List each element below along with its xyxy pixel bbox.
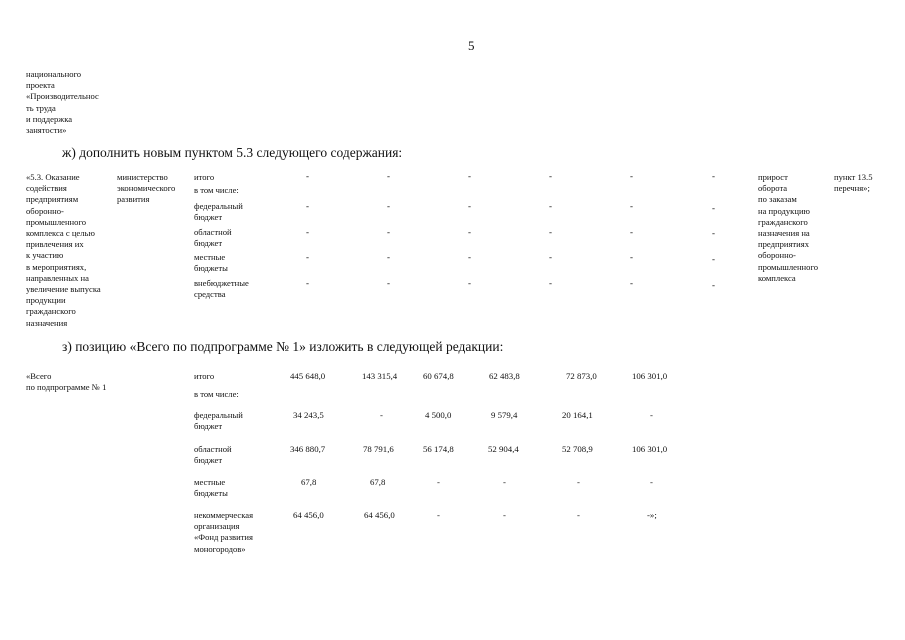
value-cell: 62 483,8 bbox=[489, 371, 520, 381]
value-cell: - bbox=[468, 201, 471, 211]
value-cell: - bbox=[630, 252, 633, 262]
value-cell: - bbox=[630, 227, 633, 237]
name-line: «Всего bbox=[26, 371, 52, 381]
value-cell: - bbox=[468, 278, 471, 288]
name-line: оборонно- bbox=[26, 205, 64, 216]
value-cell: 20 164,1 bbox=[562, 410, 593, 420]
value-cell: -»; bbox=[647, 510, 657, 520]
total-label bbox=[194, 410, 243, 432]
value-cell: - bbox=[630, 278, 633, 288]
value-cell: 4 500,0 bbox=[425, 410, 452, 420]
value-cell: 72 873,0 bbox=[566, 371, 597, 381]
fragment-line: национального bbox=[26, 69, 82, 79]
executor-line: экономического bbox=[117, 183, 176, 194]
executor-line: развития bbox=[117, 194, 150, 205]
value-cell: - bbox=[503, 477, 506, 487]
label-line: федеральный bbox=[194, 410, 243, 420]
value-cell: 9 579,4 bbox=[491, 410, 518, 420]
section-heading-zh: ж) дополнить новым пунктом 5.3 следующего содержания: bbox=[62, 145, 403, 160]
value-cell: - bbox=[549, 201, 552, 211]
fragment-line: занятости» bbox=[26, 125, 67, 136]
name-line: продукции bbox=[26, 295, 66, 306]
reference-line: перечня»; bbox=[834, 183, 870, 194]
fragment-line: «Производительнос bbox=[26, 91, 99, 102]
value-cell: - bbox=[577, 477, 580, 487]
label-line: моногородов» bbox=[194, 543, 246, 554]
total-label bbox=[194, 477, 228, 499]
label-line: областной bbox=[194, 227, 232, 237]
value-cell: - bbox=[437, 510, 440, 520]
page-number: 5 bbox=[468, 38, 475, 53]
name-line: комплекса с целью bbox=[26, 228, 95, 239]
value-cell: - bbox=[503, 510, 506, 520]
value-cell: 60 674,8 bbox=[423, 371, 454, 381]
name-line: промышленного bbox=[26, 216, 87, 227]
value-cell: 52 904,4 bbox=[488, 444, 519, 454]
fragment-line: проекта bbox=[26, 80, 55, 91]
value-cell: - bbox=[712, 203, 715, 213]
source-label bbox=[194, 201, 243, 223]
row53-reference bbox=[834, 172, 873, 194]
value-cell: 34 243,5 bbox=[293, 410, 324, 420]
label-line: бюджеты bbox=[194, 488, 228, 499]
previous-cell-fragment bbox=[26, 69, 99, 136]
indicator-line: промышленного bbox=[758, 261, 819, 272]
value-cell: - bbox=[712, 228, 715, 238]
value-cell: - bbox=[468, 227, 471, 237]
source-label: в том числе: bbox=[194, 185, 239, 195]
source-label: итого bbox=[194, 172, 215, 182]
value-cell: - bbox=[549, 252, 552, 262]
name-line: увеличение выпуска bbox=[26, 284, 101, 295]
total-label bbox=[194, 444, 232, 466]
value-cell: 52 708,9 bbox=[562, 444, 593, 454]
indicator-line: на продукцию bbox=[758, 205, 810, 216]
total-name bbox=[26, 371, 106, 393]
value-cell: - bbox=[306, 227, 309, 237]
value-cell: 346 880,7 bbox=[290, 444, 326, 454]
label-line: областной bbox=[194, 444, 232, 454]
name-line: в мероприятиях, bbox=[26, 261, 87, 272]
value-cell: - bbox=[468, 252, 471, 262]
value-cell: - bbox=[306, 252, 309, 262]
label-line: бюджет bbox=[194, 238, 223, 249]
name-line: гражданского bbox=[26, 306, 76, 317]
source-label bbox=[194, 252, 228, 274]
label-line: внебюджетные bbox=[194, 278, 249, 288]
label-line: средства bbox=[194, 289, 226, 300]
value-cell: - bbox=[650, 410, 653, 420]
fragment-line: и поддержка bbox=[26, 113, 73, 124]
value-cell: 64 456,0 bbox=[364, 510, 395, 520]
value-cell: - bbox=[437, 477, 440, 487]
name-line: содействия bbox=[26, 183, 67, 194]
value-cell: - bbox=[387, 252, 390, 262]
value-cell: - bbox=[306, 201, 309, 211]
value-cell: - bbox=[387, 201, 390, 211]
value-cell: 78 791,6 bbox=[363, 444, 394, 454]
value-cell: - bbox=[387, 227, 390, 237]
source-label bbox=[194, 227, 232, 249]
name-line: по подпрограмме № 1 bbox=[26, 382, 107, 393]
label-line: бюджеты bbox=[194, 263, 228, 274]
value-cell: - bbox=[387, 171, 390, 181]
value-cell: 106 301,0 bbox=[632, 371, 668, 381]
row53-executor bbox=[117, 172, 175, 206]
value-cell: - bbox=[712, 254, 715, 264]
indicator-line: комплекса bbox=[758, 272, 796, 283]
label-line: местные bbox=[194, 477, 226, 487]
name-line: привлечения их bbox=[26, 239, 84, 250]
value-cell: - bbox=[306, 278, 309, 288]
label-line: федеральный bbox=[194, 201, 243, 211]
value-cell: 67,8 bbox=[370, 477, 386, 487]
value-cell: - bbox=[630, 171, 633, 181]
value-cell: - bbox=[549, 171, 552, 181]
indicator-line: по заказам bbox=[758, 194, 797, 205]
label-line: местные bbox=[194, 252, 226, 262]
indicator-line: гражданского bbox=[758, 216, 808, 227]
value-cell: 445 648,0 bbox=[290, 371, 326, 381]
value-cell: 64 456,0 bbox=[293, 510, 324, 520]
row53-name bbox=[26, 172, 101, 329]
source-label bbox=[194, 278, 249, 300]
indicator-line: прирост bbox=[758, 172, 788, 182]
name-line: направленных на bbox=[26, 272, 89, 283]
value-cell: - bbox=[630, 201, 633, 211]
label-line: бюджет bbox=[194, 455, 223, 466]
value-cell: - bbox=[650, 477, 653, 487]
name-line: к участию bbox=[26, 250, 64, 261]
value-cell: - bbox=[549, 278, 552, 288]
label-line: организация bbox=[194, 521, 240, 532]
value-cell: - bbox=[577, 510, 580, 520]
value-cell: - bbox=[306, 171, 309, 181]
value-cell: - bbox=[549, 227, 552, 237]
fragment-line: ть труда bbox=[26, 102, 56, 113]
label-line: бюджет bbox=[194, 212, 223, 223]
executor-line: министерство bbox=[117, 172, 168, 182]
indicator-line: назначения на bbox=[758, 228, 810, 239]
label-line: «Фонд развития bbox=[194, 532, 253, 543]
label-line: некоммерческая bbox=[194, 510, 254, 520]
label-line: бюджет bbox=[194, 421, 223, 432]
indicator-line: оборонно- bbox=[758, 250, 796, 261]
total-label: итого bbox=[194, 371, 215, 381]
value-cell: 56 174,8 bbox=[423, 444, 454, 454]
indicator-line: оборота bbox=[758, 183, 788, 194]
value-cell: - bbox=[468, 171, 471, 181]
section-heading-z: з) позицию «Всего по подпрограмме № 1» изложить в следующей редакции: bbox=[62, 339, 504, 354]
value-cell: - bbox=[712, 171, 715, 181]
row53-indicator bbox=[758, 172, 818, 284]
total-label bbox=[194, 510, 253, 555]
name-line: «5.3. Оказание bbox=[26, 172, 80, 182]
value-cell: - bbox=[380, 410, 383, 420]
value-cell: 106 301,0 bbox=[632, 444, 668, 454]
value-cell: 143 315,4 bbox=[362, 371, 398, 381]
value-cell: - bbox=[387, 278, 390, 288]
value-cell: - bbox=[712, 280, 715, 290]
total-label: в том числе: bbox=[194, 389, 239, 399]
indicator-line: предприятиях bbox=[758, 239, 810, 250]
name-line: назначения bbox=[26, 317, 68, 328]
reference-line: пункт 13.5 bbox=[834, 172, 873, 182]
value-cell: 67,8 bbox=[301, 477, 317, 487]
name-line: предприятиям bbox=[26, 194, 79, 205]
